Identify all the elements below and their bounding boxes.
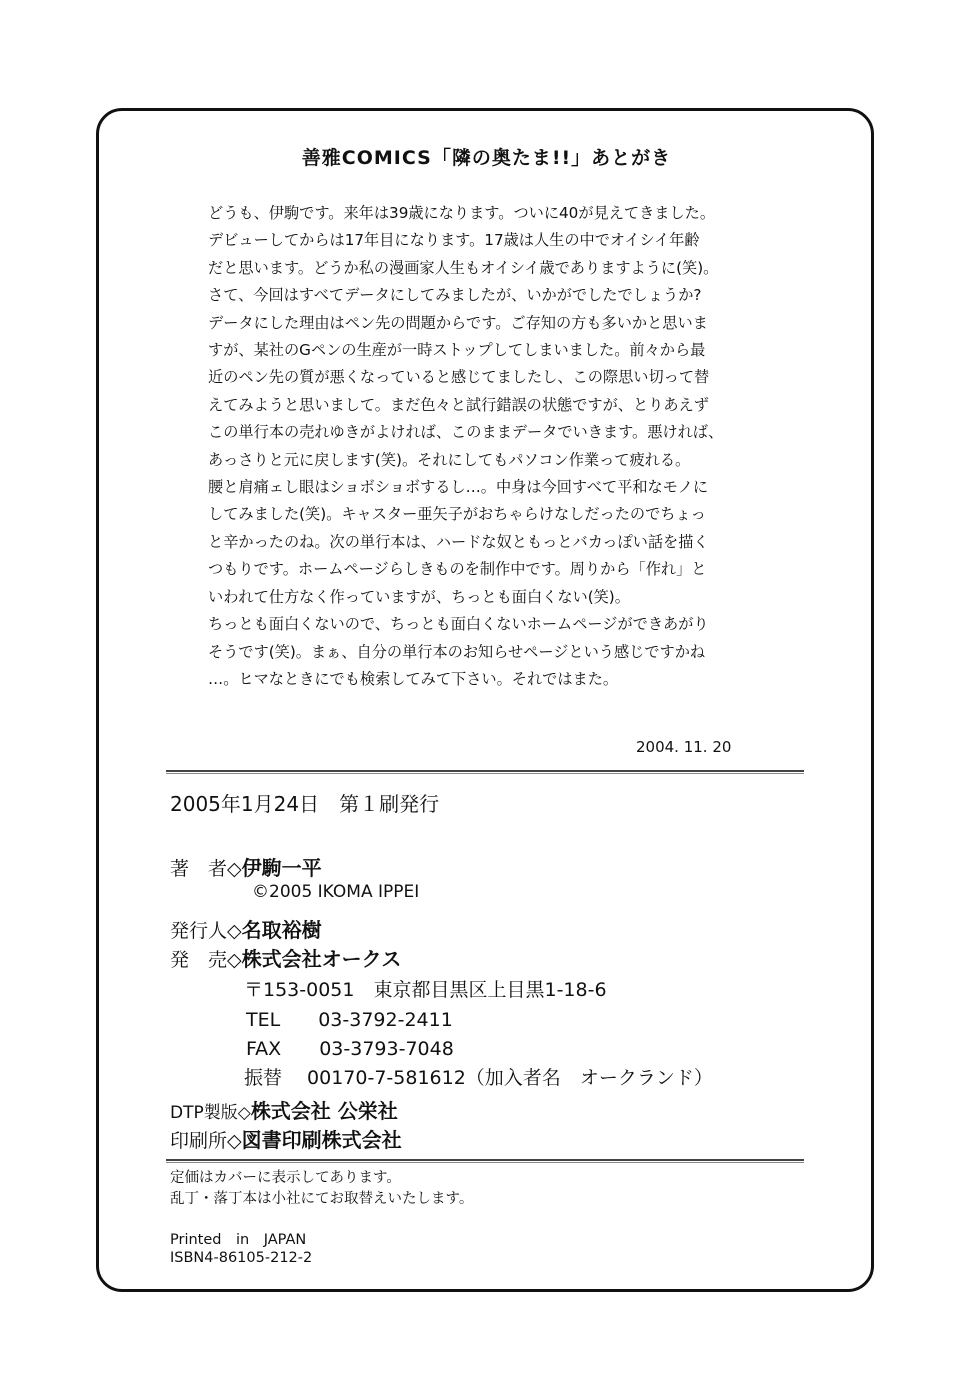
dtp-name: 株式会社 公栄社: [250, 1099, 398, 1123]
body-line: だと思います。どうか私の漫画家人生もオイシイ歳でありますように(笑)。: [208, 258, 719, 277]
seller-name: 株式会社オークス: [241, 947, 402, 971]
body-line: そうです(笑)。まぁ、自分の単行本のお知らせページという感じですかね: [208, 642, 706, 661]
body-line: …。ヒマなときにでも検索してみて下さい。それではまた。: [208, 669, 619, 688]
body-line: 腰と肩痛ェし眼はショボショボするし…。中身は今回すべて平和なモノに: [208, 478, 709, 497]
author-row: [170, 852, 322, 881]
author-name: 伊駒一平: [241, 856, 322, 880]
divider: [166, 1159, 804, 1163]
afterword-title: 善雅COMICS「隣の奥たま!!」あとがき: [301, 147, 672, 169]
replacement-notice: 乱丁・落丁本は小社にてお取替えいたします。: [170, 1191, 474, 1207]
body-line: ちっとも面白くないので、ちっとも面白くないホームページができあがり: [208, 615, 709, 634]
body-line: してみました(笑)。キャスター亜矢子がおちゃらけなしだったのでちょっ: [208, 505, 706, 524]
printer-label: 印刷所◇: [170, 1130, 242, 1152]
copyright-line: ©2005 IKOMA IPPEI: [252, 882, 420, 902]
isbn: ISBN4-86105-212-2: [170, 1250, 313, 1266]
body-line: どうも、伊駒です。来年は39歳になります。ついに40が見えてきました。: [208, 204, 716, 222]
printer-row: [170, 1124, 402, 1153]
publisher-label: 発行人◇: [170, 920, 242, 942]
body-line: データにした理由はペン先の問題からです。ご存知の方も多いかと思いま: [208, 313, 708, 332]
body-line: つもりです。ホームページらしきものを制作中です。周りから「作れ」と: [208, 560, 707, 579]
price-notice: 定価はカバーに表示してあります。: [170, 1170, 401, 1186]
tel-number: TEL 03-3792-2411: [246, 1009, 453, 1031]
postal-address: 〒153-0051 東京都目黒区上目黒1-18-6: [244, 979, 607, 1001]
fax-number: FAX 03-3793-7048: [246, 1038, 454, 1060]
afterword-body: [208, 200, 768, 693]
seller-label: 発 売◇: [170, 949, 242, 971]
body-line: デビューしてからは17年目になります。17歳は人生の中でオイシイ年齢: [208, 231, 700, 250]
body-line: えてみようと思いまして。まだ色々と試行錯誤の状態ですが、とりあえず: [208, 395, 709, 414]
signoff-date: 2004. 11. 20: [636, 738, 732, 756]
publisher-row: [170, 914, 322, 943]
seller-row: [170, 943, 401, 972]
body-line: いわれて仕方なく作っていますが、ちっとも面白くない(笑)。: [208, 587, 630, 606]
author-label: 著 者◇: [170, 858, 242, 880]
dtp-label: DTP製版◇: [170, 1103, 251, 1123]
dtp-row: [170, 1095, 398, 1124]
printer-name: 図書印刷株式会社: [241, 1128, 402, 1152]
transfer-account: 振替 00170-7-581612（加入者名 オークランド）: [244, 1067, 713, 1089]
body-line: あっさりと元に戻します(笑)。それにしてもパソコン作業って疲れる。: [208, 450, 691, 469]
body-line: さて、今回はすべてデータにしてみましたが、いかがでしたでしょうか?: [208, 286, 702, 305]
body-line: この単行本の売れゆきがよければ、このままデータでいきます。悪ければ、: [208, 423, 724, 442]
publisher-name: 名取裕樹: [241, 918, 322, 942]
body-line: すが、某社のGペンの生産が一時ストップしてしまいました。前々から最: [208, 341, 706, 360]
body-line: と辛かったのね。次の単行本は、ハードな奴ともっとバカっぽい話を描く: [208, 532, 709, 551]
printed-in: Printed in JAPAN: [170, 1232, 307, 1248]
body-line: 近のペン先の質が悪くなっていると感じてましたし、この際思い切って替: [208, 368, 710, 387]
divider: [166, 770, 804, 774]
edition-date: 2005年1月24日 第１刷発行: [170, 792, 440, 816]
